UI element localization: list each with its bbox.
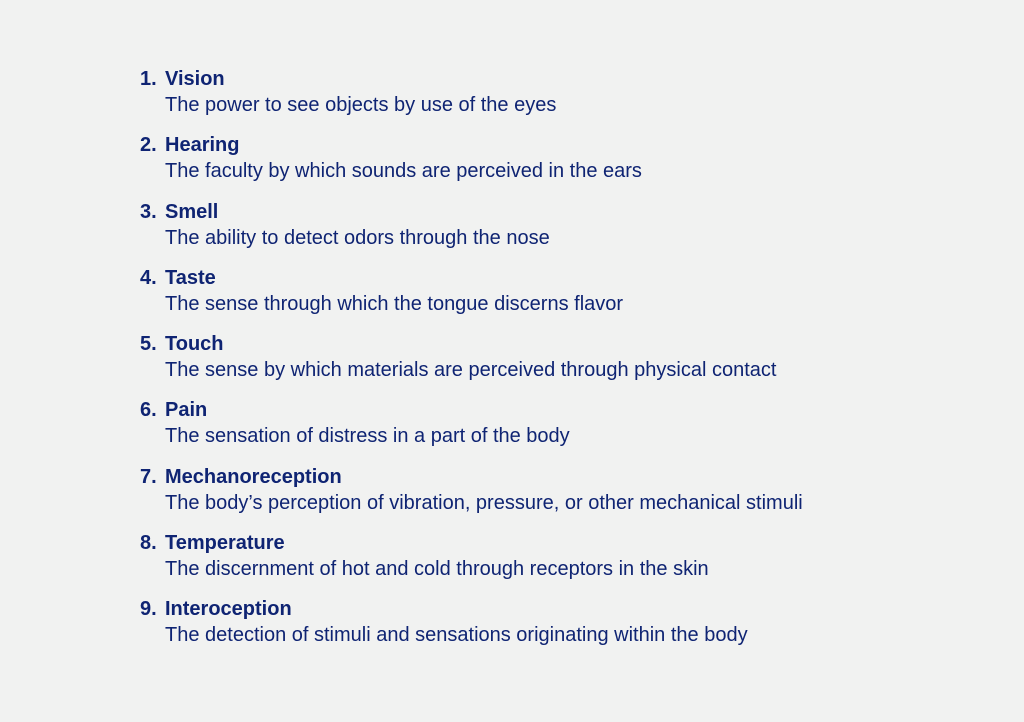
sense-name: Temperature xyxy=(165,532,285,555)
list-item xyxy=(140,265,803,331)
sense-description: The sense by which materials are perceived through physical contact xyxy=(165,359,777,382)
sense-heading xyxy=(140,132,803,158)
sense-name: Taste xyxy=(165,266,216,289)
item-number: 3. xyxy=(140,200,157,223)
list-item xyxy=(140,132,803,198)
sense-description: The body’s perception of vibration, pressure, or other mechanical stimuli xyxy=(165,491,803,514)
sense-name: Vision xyxy=(165,68,225,90)
sense-name: Mechanoreception xyxy=(165,465,342,488)
item-number: 4. xyxy=(140,266,157,289)
sense-description: The discernment of hot and cold through receptors in the skin xyxy=(165,558,709,581)
sense-heading xyxy=(140,596,803,622)
sense-heading xyxy=(140,530,803,556)
sense-heading xyxy=(140,265,803,291)
item-number: 9. xyxy=(140,598,157,621)
sense-name: Touch xyxy=(165,333,224,356)
list-item xyxy=(140,596,803,662)
sense-description: The faculty by which sounds are perceived in the ears xyxy=(165,160,642,183)
sense-heading xyxy=(140,199,803,225)
list-item xyxy=(140,331,803,397)
list-item xyxy=(140,397,803,463)
sense-name: Hearing xyxy=(165,134,240,157)
list-item xyxy=(140,199,803,265)
item-number: 1. xyxy=(140,68,157,90)
list-item xyxy=(140,66,803,132)
sense-name: Smell xyxy=(165,200,219,223)
sense-heading xyxy=(140,397,803,423)
item-number: 6. xyxy=(140,399,157,422)
sense-name: Pain xyxy=(165,399,208,422)
sense-description: The detection of stimuli and sensations originating within the body xyxy=(165,624,748,647)
item-number: 5. xyxy=(140,333,157,356)
sense-description: The ability to detect odors through the nose xyxy=(165,226,550,249)
sense-heading xyxy=(140,464,803,490)
item-number: 7. xyxy=(140,465,157,488)
list-item xyxy=(140,530,803,596)
sense-heading xyxy=(140,66,803,92)
senses-list xyxy=(140,66,803,663)
list-item xyxy=(140,464,803,530)
sense-description: The power to see objects by use of the eyes xyxy=(165,94,557,116)
item-number: 2. xyxy=(140,134,157,157)
sense-description: The sensation of distress in a part of the body xyxy=(165,425,570,448)
sense-description: The sense through which the tongue discerns flavor xyxy=(165,292,624,315)
sense-heading xyxy=(140,331,803,357)
item-number: 8. xyxy=(140,532,157,555)
sense-name: Interoception xyxy=(165,598,292,621)
